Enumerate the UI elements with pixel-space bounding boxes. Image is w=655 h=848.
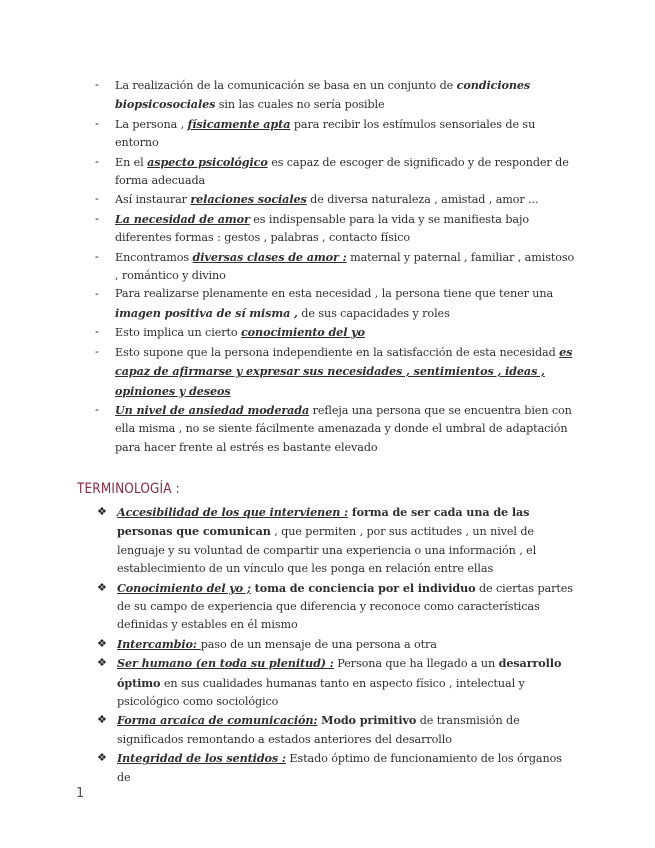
item-text: de ciertas partes de su campo de experiencia que diferencia y reconoce como características definidas y estables en él mismo — [117, 581, 573, 632]
item-text: paso de un mensaje de una persona a otra — [200, 637, 437, 651]
emphasis-text: imagen positiva de sí misma , — [115, 305, 298, 320]
emphasis-text: relaciones sociales — [190, 192, 307, 207]
item-text: para recibir los estímulos sensoriales de su entorno — [115, 117, 536, 150]
item-text: de sus capacidades y roles — [297, 306, 450, 320]
item-text: En el — [115, 155, 148, 169]
list-item — [95, 401, 575, 457]
emphasis-text: físicamente apta — [187, 116, 291, 131]
bullet-marker: - — [95, 78, 99, 91]
item-text: refleja una persona que se encuentra bien con ella misma , no se siente fácilmente amenazada y donde el umbral de adaptación para hacer frente al estrés es bastante elevado — [115, 403, 572, 454]
item-text: Persona que ha llegado a un — [333, 657, 499, 671]
emphasis-text: es capaz de afirmarse y expresar sus necesidades , sentimientos , ideas , opiniones y deseos — [115, 344, 573, 398]
list-item — [97, 749, 575, 787]
list-item — [95, 343, 575, 401]
list-item — [97, 579, 575, 635]
bullet-marker: - — [95, 192, 99, 206]
emphasis-text: Un nivel de ansiedad moderada — [115, 402, 310, 417]
main-bullet-list — [95, 76, 575, 457]
item-text: Esto implica un cierto — [115, 326, 241, 340]
section-heading: TERMINOLOGÍA : — [77, 480, 180, 497]
list-item — [97, 635, 575, 654]
bullet-marker: - — [95, 211, 99, 225]
item-text: La realización de la comunicación se basa en un conjunto de — [115, 79, 457, 92]
list-item — [95, 76, 575, 115]
emphasis-text: forma de ser cada una de las personas que comunican — [117, 505, 530, 539]
bullet-marker: ❖ — [97, 580, 107, 594]
emphasis-text: Modo primitivo — [317, 713, 417, 728]
item-text: , que permiten , por sus actitudes , un nivel de lenguaje y su voluntad de compartir una experiencia o una información , el establecimiento de un vínculo que les ponga en relación entre ellas — [117, 525, 537, 576]
item-text: Esto supone que la persona independiente en la satisfacción de esta necesidad — [115, 345, 560, 359]
item-text: en sus cualidades humanas tanto en aspecto físico , intelectual y psicológico como sociológico — [117, 676, 525, 709]
emphasis-text: conocimiento del yo — [240, 325, 365, 340]
bullet-marker: ❖ — [97, 713, 107, 727]
item-text: Para realizarse plenamente en esta necesidad , la persona tiene que tener una — [115, 287, 554, 301]
item-text: es capaz de escoger de significado y de responder de forma adecuada — [115, 155, 569, 188]
emphasis-text: La necesidad de amor — [115, 211, 250, 226]
emphasis-text: Intercambio: — [117, 636, 201, 651]
emphasis-text: Integridad de los sentidos : — [117, 751, 286, 766]
item-text: de transmisión de significados remontando a estados anteriores del desarrollo — [117, 714, 520, 746]
bullet-marker: - — [95, 287, 99, 301]
emphasis-text: aspecto psicológico — [147, 154, 268, 169]
emphasis-text: condiciones biopsicosociales — [115, 78, 531, 112]
item-text: Así instaurar — [115, 193, 191, 207]
bullet-marker: - — [95, 154, 99, 168]
emphasis-text: toma de conciencia por el individuo — [250, 580, 476, 595]
list-item — [97, 711, 575, 749]
list-item — [95, 153, 575, 191]
bullet-marker: ❖ — [97, 636, 107, 650]
bullet-marker: ❖ — [97, 656, 107, 670]
list-item — [95, 248, 575, 286]
list-item — [95, 323, 575, 342]
list-item — [97, 503, 575, 579]
bullet-marker: - — [95, 249, 99, 263]
bullet-marker: - — [95, 402, 99, 416]
item-text: sin las cuales no sería posible — [215, 98, 385, 112]
item-text: Encontramos — [115, 250, 193, 264]
emphasis-text: Accesibilidad de los que intervienen : — [117, 505, 349, 519]
item-text: de diversa naturaleza , amistad , amor ... — [306, 193, 539, 207]
bullet-marker: ❖ — [97, 505, 107, 518]
emphasis-text: Ser humano (en toda su plenitud) : — [117, 656, 334, 671]
list-item — [95, 210, 575, 248]
bullet-marker: - — [95, 325, 99, 339]
item-text: Estado óptimo de funcionamiento de los órganos de — [117, 752, 562, 784]
list-item — [95, 285, 575, 323]
list-item — [97, 654, 575, 711]
emphasis-text: desarrollo óptimo — [117, 656, 562, 690]
bullet-marker: - — [95, 116, 99, 130]
emphasis-text: Conocimiento del yo ; — [117, 580, 251, 595]
list-item — [95, 115, 575, 153]
item-text: maternal y paternal , familiar , amistoso , romántico y divino — [115, 250, 575, 283]
page-number: 1 — [76, 786, 85, 801]
bullet-marker: ❖ — [97, 751, 107, 765]
bullet-marker: - — [95, 344, 99, 358]
list-item — [95, 190, 575, 209]
emphasis-text: diversas clases de amor : — [192, 249, 347, 264]
item-text: es indispensable para la vida y se manifiesta bajo diferentes formas : gestos , palabras , contacto físico — [115, 212, 529, 245]
terminology-list — [97, 503, 575, 787]
item-text: La persona , — [115, 117, 188, 131]
emphasis-text: Forma arcaica de comunicación: — [117, 713, 318, 728]
